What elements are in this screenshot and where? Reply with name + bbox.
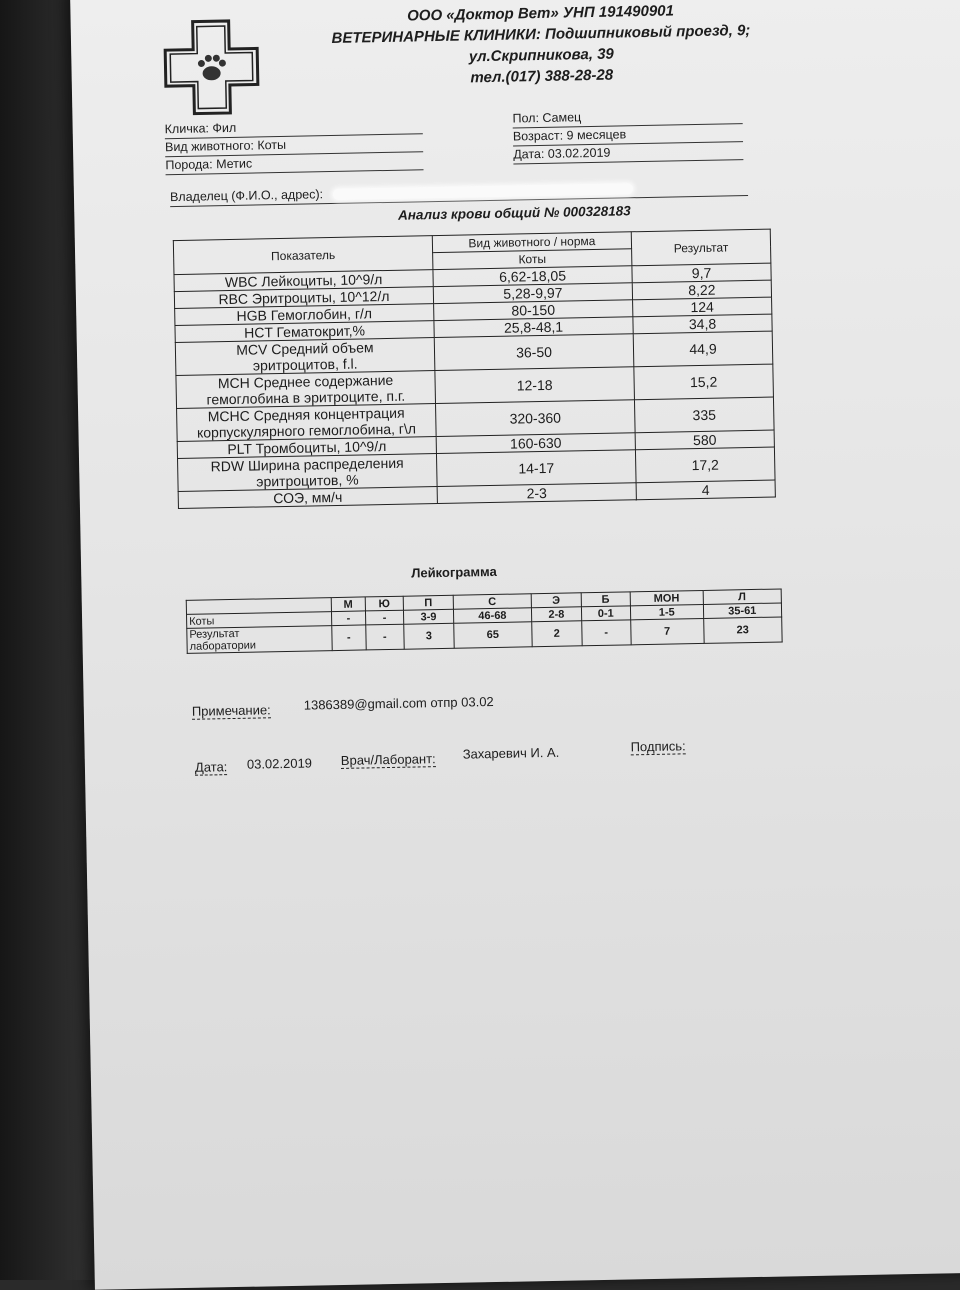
date-label: Дата: bbox=[194, 759, 228, 775]
date-field: Дата: 03.02.2019 bbox=[513, 143, 743, 164]
owner-field: Владелец (Ф.И.О., адрес): bbox=[170, 179, 748, 207]
table-row: RBC Эритроциты, 10^12/л 5,28-9,97 8,22 bbox=[174, 280, 771, 308]
leukogram-table bbox=[186, 588, 783, 653]
breed-field: Порода: Метис bbox=[165, 153, 423, 175]
header-result: Результат bbox=[631, 229, 771, 266]
table-row: HGB Гемоглобин, г/л 80-150 124 bbox=[175, 297, 772, 325]
nickname-field: Кличка: Фил bbox=[165, 117, 423, 139]
leukogram-norm-row: Коты - - 3-9 46-68 2-8 0-1 1-5 35-61 bbox=[187, 603, 782, 628]
doctor-value: Захаревич И. А. bbox=[462, 744, 560, 762]
table-row: MCH Среднее содержание гемоглобина в эритроците, п.г. 12-18 15,2 bbox=[176, 364, 774, 408]
lab-report-sheet bbox=[70, 0, 960, 1290]
table-row: WBC Лейкоциты, 10^9/л 6,62-18,05 9,7 bbox=[174, 263, 771, 291]
leukogram-header-row: М Ю П С Э Б МОН Л bbox=[186, 589, 781, 614]
header-indicator: Показатель bbox=[173, 236, 433, 275]
date-value: 03.02.2019 bbox=[246, 755, 313, 772]
clinic-name: ООО «Доктор Вет» УНП 191490901 bbox=[406, 2, 675, 25]
clinic-phone: тел.(017) 388-28-28 bbox=[470, 66, 614, 87]
header-norm-species: Коты bbox=[433, 249, 632, 270]
table-row: MCV Средний объем эритроцитов, f.l. 36-50 44,9 bbox=[175, 331, 773, 375]
note-value: 1386389@gmail.com отпр 03.02 bbox=[303, 693, 494, 713]
table-row: RDW Ширина распределения эритроцитов, % 14-17 17,2 bbox=[178, 447, 776, 491]
redacted-owner bbox=[333, 183, 633, 200]
table-row: СОЭ, мм/ч 2-3 4 bbox=[178, 480, 775, 508]
blood-test-table bbox=[173, 229, 776, 509]
clinic-address-2: ул.Скрипникова, 39 bbox=[468, 45, 614, 66]
clinic-cross-paw-logo bbox=[163, 18, 261, 116]
table-row: MCHC Средняя концентрация корпускулярного гемоглобина, г\л 320-360 335 bbox=[177, 397, 775, 441]
doctor-label: Врач/Лаборант: bbox=[340, 751, 436, 768]
report-title: Анализ крови общий № 000328183 bbox=[397, 203, 631, 223]
clinic-header bbox=[280, 0, 802, 92]
header-norm: Вид животного / норма bbox=[432, 232, 631, 253]
sex-field: Пол: Самец bbox=[512, 107, 742, 128]
signature-label: Подпись: bbox=[630, 738, 686, 755]
species-field: Вид животного: Коты bbox=[165, 135, 423, 157]
age-field: Возраст: 9 месяцев bbox=[513, 125, 743, 146]
table-row: HCT Гематокрит,% 25,8-48,1 34,8 bbox=[175, 314, 772, 342]
table-row: PLT Тромбоциты, 10^9/л 160-630 580 bbox=[177, 430, 774, 458]
leukogram-result-row: Результат лаборатории - - 3 65 2 - 7 23 bbox=[187, 617, 782, 653]
note-label: Примечание: bbox=[191, 702, 271, 719]
clinic-address-1: ВЕТЕРИНАРНЫЕ КЛИНИКИ: Подшипниковый проезд, 9; bbox=[331, 21, 751, 47]
leukogram-title: Лейкограмма bbox=[411, 563, 497, 581]
